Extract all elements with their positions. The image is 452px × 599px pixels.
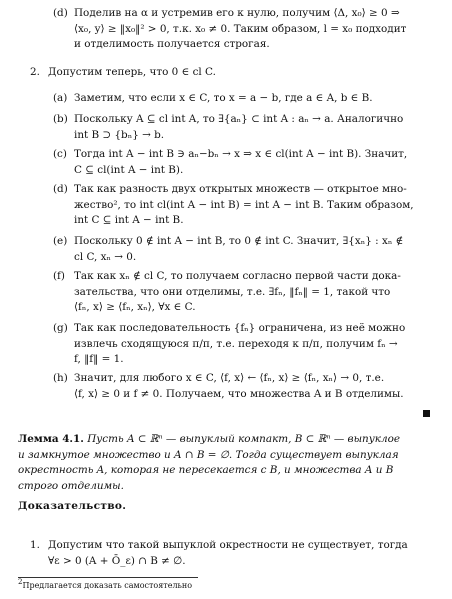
lemma-block [18,432,440,494]
item-2 [48,65,440,81]
text-line: Поскольку 0 ∉ int A − int B, то 0 ∉ int C. Значит, ∃{xₙ} : xₙ ∉ [74,235,404,247]
text-line: int C ⊆ int A − int B. [74,214,184,226]
footnote-mark: 2 [18,578,23,586]
item-f [74,269,440,316]
lemma-line: и замкнутое множество и A ∩ B = ∅. Тогда существует выпуклая [18,448,399,461]
proof-heading: Доказательство. [18,500,127,512]
lemma-text: Пусть A ⊂ ℝⁿ — выпуклый компакт, B ⊂ ℝⁿ — выпуклое [87,433,400,445]
item-h [74,371,440,402]
text-line: int B ⊃ {bₙ} → b. [74,128,165,141]
lemma-line: строго отделимы. [18,479,124,492]
item-label-b: (b) [53,113,68,125]
text-line: C ⊆ cl(int A − int B). [74,163,184,176]
text-line: f, ‖f‖ = 1. [74,353,124,365]
proof-item-label-1: 1. [30,539,40,551]
text-line: Тогда int A − int B ∋ aₙ−bₙ → x ⇒ x ∈ cl(int A − int B). Значит, [74,148,408,160]
item-g [74,321,440,368]
footnote-text: Предлагается доказать самостоятельно [22,581,193,590]
text-line: Так как xₙ ∉ cl C, то получаем согласно первой части дока- [74,270,401,282]
item-c [74,147,440,178]
item-label-h: (h) [53,372,68,384]
lemma-heading: Лемма 4.1. [18,433,84,445]
lemma-line: окрестность A, которая не пересекается с B, и множества A и B [18,464,394,476]
text-line: Поделив на α и устремив его к нулю, получим ⟨Δ, x₀⟩ ≥ 0 ⇒ [74,7,400,19]
item-label-g: (g) [53,322,68,334]
footnote [18,580,192,591]
text-line: ⟨fₙ, x⟩ ≥ ⟨fₙ, xₙ⟩, ∀x ∈ C. [74,301,196,313]
text-line: Поскольку A ⊆ cl int A, то ∃{aₙ} ⊂ int A : aₙ → a. Аналогично [74,113,404,125]
footnote-rule [18,577,198,578]
item-label-2: 2. [30,66,40,78]
lemma-line [18,432,440,448]
text-line: и отделимость получается строгая. [74,38,270,50]
item-label-e: (e) [53,235,68,247]
item-d-top [74,6,440,53]
item-d [74,182,440,229]
text-line: извлечь сходящуюся п/п, т.е. переходя к п/п, получим fₙ → [74,337,398,350]
item-b [74,112,440,143]
text-line: ∀ε > 0 (A + Ō_ε) ∩ B ≠ ∅. [48,554,186,567]
item-a [74,91,440,107]
text-line: Значит, для любого x ∈ C, ⟨f, x⟩ ← ⟨fₙ, x⟩ ≥ ⟨fₙ, xₙ⟩ → 0, т.е. [74,372,385,384]
item-label-d: (d) [53,183,68,195]
text-line: Так как разность двух открытых множеств — открытое мно- [74,183,407,195]
qed-square-icon [423,410,430,417]
text-line: зательства, что они отделимы, т.е. ∃fₙ, ‖fₙ‖ = 1, такой что [74,285,391,298]
text-line: Заметим, что если x ∈ C, то x = a − b, где a ∈ A, b ∈ B. [74,92,373,104]
text-line: ⟨x₀, y⟩ ≥ ‖x₀‖² > 0, т.к. x₀ ≠ 0. Таким образом, l = x₀ подходит [74,22,407,35]
item-label-d-top: (d) [53,7,68,19]
text-line: cl C, xₙ → 0. [74,250,137,263]
text-line: Допустим что такой выпуклой окрестности не существует, тогда [48,539,408,551]
text-line: жество², то int cl(int A − int B) = int A − int B. Таким образом, [74,198,414,211]
text-line: Допустим теперь, что 0 ∈ cl C. [48,66,216,78]
item-e [74,234,440,265]
text-line: ⟨f, x⟩ ≥ 0 и f ≠ 0. Получаем, что множества A и B отделимы. [74,387,404,400]
text-line: Так как последовательность {fₙ} ограничена, из неё можно [74,322,406,334]
item-label-f: (f) [53,270,65,282]
item-label-a: (a) [53,92,68,104]
item-label-c: (c) [53,148,67,160]
proof-item-1 [48,538,440,569]
